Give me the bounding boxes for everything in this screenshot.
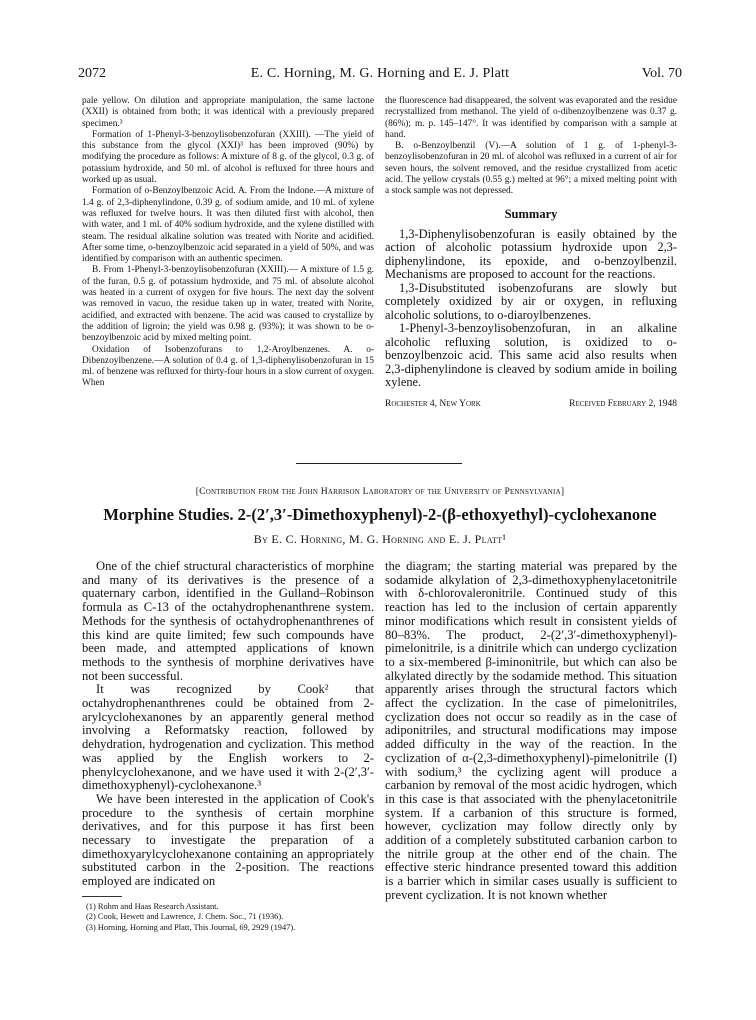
footnote-divider xyxy=(82,896,122,897)
running-header xyxy=(78,66,682,86)
footnote: (3) Horning, Horning and Platt, This Journal, 69, 2929 (1947). xyxy=(86,922,296,932)
footnote: (1) Rohm and Haas Research Assistant. xyxy=(86,901,219,911)
place-label: Rochester 4, New York xyxy=(385,398,481,409)
page-number: 2072 xyxy=(78,66,106,81)
paragraph: the diagram; the starting material was prepared by the sodamide alkylation of 2,3-dimethoxyphenylacetonitrile with δ-chlorovaleronitrile. Continued study of this reaction has led to the inclusion of certain apparently minor modifications which result in consistent yields of 80–83%. The product, 2-(2′,3′-dimethoxyphenyl)-pimelonitrile, is a dinitrile which can undergo cyclization to a six-membered β-iminonitrile, but which can also be alkylated directly by the sodamide method. This situation apparently arises through the structural factors which affect the cyclization. In the case of pimelonitriles, cyclization does not occur so readily as in the case of adiponitriles, and structural modifications may impose added difficulty in the way of the reaction. In the cyclization of α-(2,3-dimethoxyphenyl)-pimelonitrile (I) with sodium,³ the cyclizing agent will produce a carbanion by removal of the most acidic hydrogen, which in this case is that associated with the phenylacetonitrile system. If a carbanion of this structure is formed, however, cyclization may follow directly only by addition of a completely substituted carbanion carbon to the nitrile group at the other end of the chain. The effective steric hindrance presented toward this addition is a barrier which in similar cases usually is sufficient to prevent cyclization. It is not known whether xyxy=(385,559,677,902)
article-column-left xyxy=(82,560,374,933)
running-authors: E. C. Horning, M. G. Horning and E. J. Platt xyxy=(250,66,510,81)
received-date: Received February 2, 1948 xyxy=(569,398,677,409)
paragraph: B. From 1-Phenyl-3-benzoylisobenzofuran (XXIII).— A mixture of 1.5 g. of the furan, 0.5 g. of potassium hydroxide, and 75 ml. of absolute alcohol was heated in a current of oxygen for five hours. The next day the solvent was removed in vacuo, the residue taken up in water, treated with Norite, acidified, and extracted with benzene. The acid was caused to crystallize by the addition of ligroin; the yield was 0.98 g. (93%); it was shown to be o-benzoylbenzoic acid by mixed melting point. xyxy=(82,265,374,344)
paragraph: Formation of o-Benzoylbenzoic Acid. A. From the Indone.—A mixture of 1.4 g. of 2,3-diphenylindone, 0.39 g. of sodium amide, and 10 ml. of xylene was refluxed for twelve hours. It was then diluted first with alcohol, then with water, and 1 ml. of 40% sodium hydroxide, and the xylene distilled with steam. The residual alkaline solution was treated with Norite and acidified. After some time, o-benzoylbenzoic acid separated in a yield of 50%, and was identified by comparison with an authentic specimen. xyxy=(82,186,374,265)
summary-paragraph: 1,3-Diphenylisobenzofuran is easily obtained by the action of alcoholic potassium hydroxide upon 2,3-diphenylindone, its epoxide, and o-benzoylbenzil. Mechanisms are proposed to account for the reactions. xyxy=(385,226,677,282)
paragraph: Oxidation of Isobenzofurans to 1,2-Aroylbenzenes. A. o-Dibenzoylbenzene.—A solution of 0.4 g. of 1,3-diphenylisobenzofuran in 15 ml. of benzene was refluxed for thirty-four hours in a slow current of oxygen. When xyxy=(82,344,374,389)
paragraph: the fluorescence had disappeared, the solvent was evaporated and the residue recrystallized from methanol. The yield of o-dibenzoylbenzene was 0.37 g. (86%); m. p. 145–147°. It was identified by comparison with a sample at hand. xyxy=(385,96,677,140)
summary-paragraph: 1-Phenyl-3-benzoylisobenzofuran, in an alkaline alcoholic refluxing solution, is oxidized to o-benzoylbenzoic acid. This same acid also results when 2,3-diphenylindone is cleaved by sodium amide in boiling xylene. xyxy=(385,321,677,390)
paragraph: It was recognized by Cook² that octahydrophenanthrenes could be obtained from 2-arylcyclohexanones by an apparently general method involving a Reformatsky reaction, followed by dehydration, hydrogenation and cyclization. This method was applied by the English workers to 2-phenylcyclohexanone, and we have used it with 2-(2′,3′-dimethoxyphenyl)-cyclohexanone.³ xyxy=(82,682,374,793)
paragraph: One of the chief structural characteristics of morphine and many of its derivatives is the presence of a quaternary carbon, identified in the Gulland–Robinson formula as C-13 of the octahydrophenanthrene system. Methods for the synthesis of octahydrophenanthrenes of this kind are quite limited; few such compounds have been made, and attempted applications of known methods to the synthesis of morphine derivatives have not been successful. xyxy=(82,559,374,683)
experimental-column-right xyxy=(385,96,677,409)
experimental-column-left xyxy=(82,96,374,390)
article-authors: By E. C. Horning, M. G. Horning and E. J. Platt¹ xyxy=(253,532,507,546)
paragraph: pale yellow. On dilution and appropriate manipulation, the same lactone (XXII) is obtained from both; it was identical with a previously prepared specimen.³ xyxy=(82,96,374,129)
paragraph: We have been interested in the application of Cook's procedure to the synthesis of certain morphine derivatives, and for this purpose it has first been necessary to investigate the preparation of a dimethoxyarylcyclohexanone containing an appropriately substituted carbon in the 2-position. The reactions employed are indicated on xyxy=(82,791,374,889)
summary-paragraph: 1,3-Disubstituted isobenzofurans are slowly but completely oxidized by air or oxygen, in refluxing alcoholic solutions, to o-diaroylbenzenes. xyxy=(385,280,677,322)
paragraph: Formation of 1-Phenyl-3-benzoylisobenzofuran (XXIII). —The yield of this substance from the glycol (XXI)³ has been improved (90%) by modifying the procedure as follows: A mixture of 8 g. of the glycol, 0.3 g. of potassium hydroxide, and 50 ml. of alcohol is refluxed for three hours and worked up as usual. xyxy=(82,129,374,186)
summary-heading: Summary xyxy=(504,206,558,221)
section-divider xyxy=(296,463,462,464)
paragraph: B. o-Benzoylbenzil (V).—A solution of 1 g. of 1-phenyl-3-benzoylisobenzofuran in 20 ml. of alcohol was refluxed in a current of air for seven hours, the solvent removed, and the residue crystallized from acetic acid. The yellow crystals (0.55 g.) melted at 96°; a mixed melting point with a stock sample was not depressed. xyxy=(385,141,677,197)
footnote: (2) Cook, Hewett and Lawrence, J. Chem. Soc., 71 (1936). xyxy=(86,912,284,922)
contribution-line: [Contribution from the John Harrison Laboratory of the University of Pennsylvania] xyxy=(195,486,565,497)
received-line xyxy=(385,399,677,409)
article-column-right xyxy=(385,560,677,903)
article-title: Morphine Studies. 2-(2′,3′-Dimethoxyphenyl)-2-(β-ethoxyethyl)-cyclohexanone xyxy=(103,505,657,524)
volume-label: Vol. 70 xyxy=(641,66,682,81)
